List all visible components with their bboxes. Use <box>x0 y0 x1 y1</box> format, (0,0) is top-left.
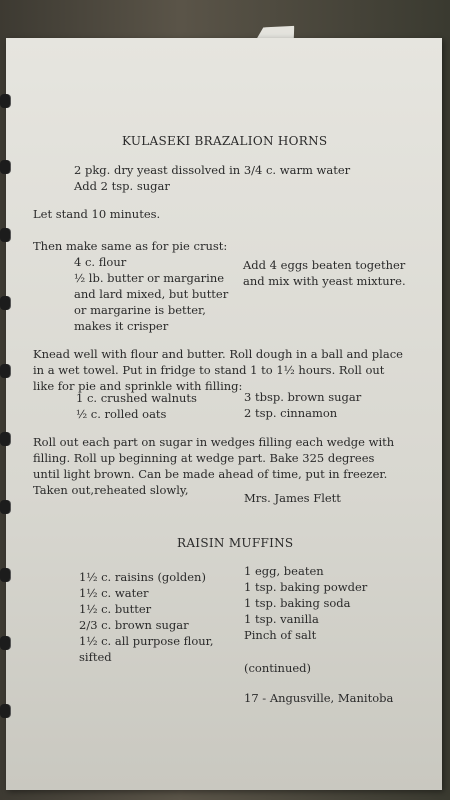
ingredient-line: Pinch of salt <box>244 628 317 642</box>
binding-ring <box>0 296 10 310</box>
cookbook-page <box>6 38 442 790</box>
ingredient-line: 1 tsp. baking soda <box>244 596 351 610</box>
filling-ingredient: 2 tsp. cinnamon <box>244 406 338 420</box>
ingredient-line: sifted <box>79 650 112 664</box>
page-footer: 17 - Angusville, Manitoba <box>244 691 394 705</box>
instruction-text: Let stand 10 minutes. <box>33 207 161 221</box>
ingredient-line: 1 tsp. baking powder <box>244 580 368 594</box>
filling-ingredient: 1 c. crushed walnuts <box>76 391 197 405</box>
instruction-text: like for pie and sprinkle with filling: <box>33 379 243 393</box>
ingredient-line: 1½ c. raisins (golden) <box>79 570 206 584</box>
binding-ring <box>0 636 10 650</box>
instruction-text: in a wet towel. Put in fridge to stand 1 to 1½ hours. Roll out <box>33 363 385 377</box>
instruction-text: until light brown. Can be made ahead of time, put in freezer. <box>33 467 388 481</box>
eggs-note: and mix with yeast mixture. <box>243 274 406 288</box>
instruction-text: filling. Roll up beginning at wedge part. Bake 325 degrees <box>33 451 375 465</box>
intro-line: 2 pkg. dry yeast dissolved in 3/4 c. warm water <box>74 163 351 177</box>
binding-ring <box>0 704 10 718</box>
filling-ingredient: ½ c. rolled oats <box>76 407 167 421</box>
instruction-text: Knead well with flour and butter. Roll dough in a ball and place <box>33 347 403 361</box>
ingredient-line: 1 tsp. vanilla <box>244 612 319 626</box>
binding-ring <box>0 500 10 514</box>
ingredient-line: 2/3 c. brown sugar <box>79 618 189 632</box>
ingredient-line: and lard mixed, but butter <box>74 287 229 301</box>
binding-ring <box>0 94 10 108</box>
instruction-text: Roll out each part on sugar in wedges filling each wedge with <box>33 435 395 449</box>
instruction-text: Then make same as for pie crust: <box>33 239 228 253</box>
binding-ring <box>0 160 10 174</box>
ingredient-line: 4 c. flour <box>74 255 127 269</box>
instruction-text: Taken out,reheated slowly, <box>33 483 189 497</box>
binding-spine <box>0 38 14 790</box>
filling-ingredient: 3 tbsp. brown sugar <box>244 390 362 404</box>
recipe-title: KULASEKI BRAZALION HORNS <box>122 134 328 148</box>
ingredient-line: 1 egg, beaten <box>244 564 324 578</box>
continued-note: (continued) <box>244 661 312 675</box>
ingredient-line: 1½ c. butter <box>79 602 152 616</box>
ingredient-line: ½ lb. butter or margarine <box>74 271 225 285</box>
ingredient-line: 1½ c. all purpose flour, <box>79 634 214 648</box>
binding-ring <box>0 364 10 378</box>
ingredient-line: or margarine is better, <box>74 303 206 317</box>
eggs-note: Add 4 eggs beaten together <box>243 258 406 272</box>
binding-ring <box>0 568 10 582</box>
recipe-author: Mrs. James Flett <box>244 491 341 505</box>
ingredient-line: 1½ c. water <box>79 586 149 600</box>
ingredient-line: makes it crisper <box>74 319 169 333</box>
binding-ring <box>0 432 10 446</box>
intro-line: Add 2 tsp. sugar <box>74 179 170 193</box>
binding-ring <box>0 228 10 242</box>
recipe-title: RAISIN MUFFINS <box>177 536 294 550</box>
